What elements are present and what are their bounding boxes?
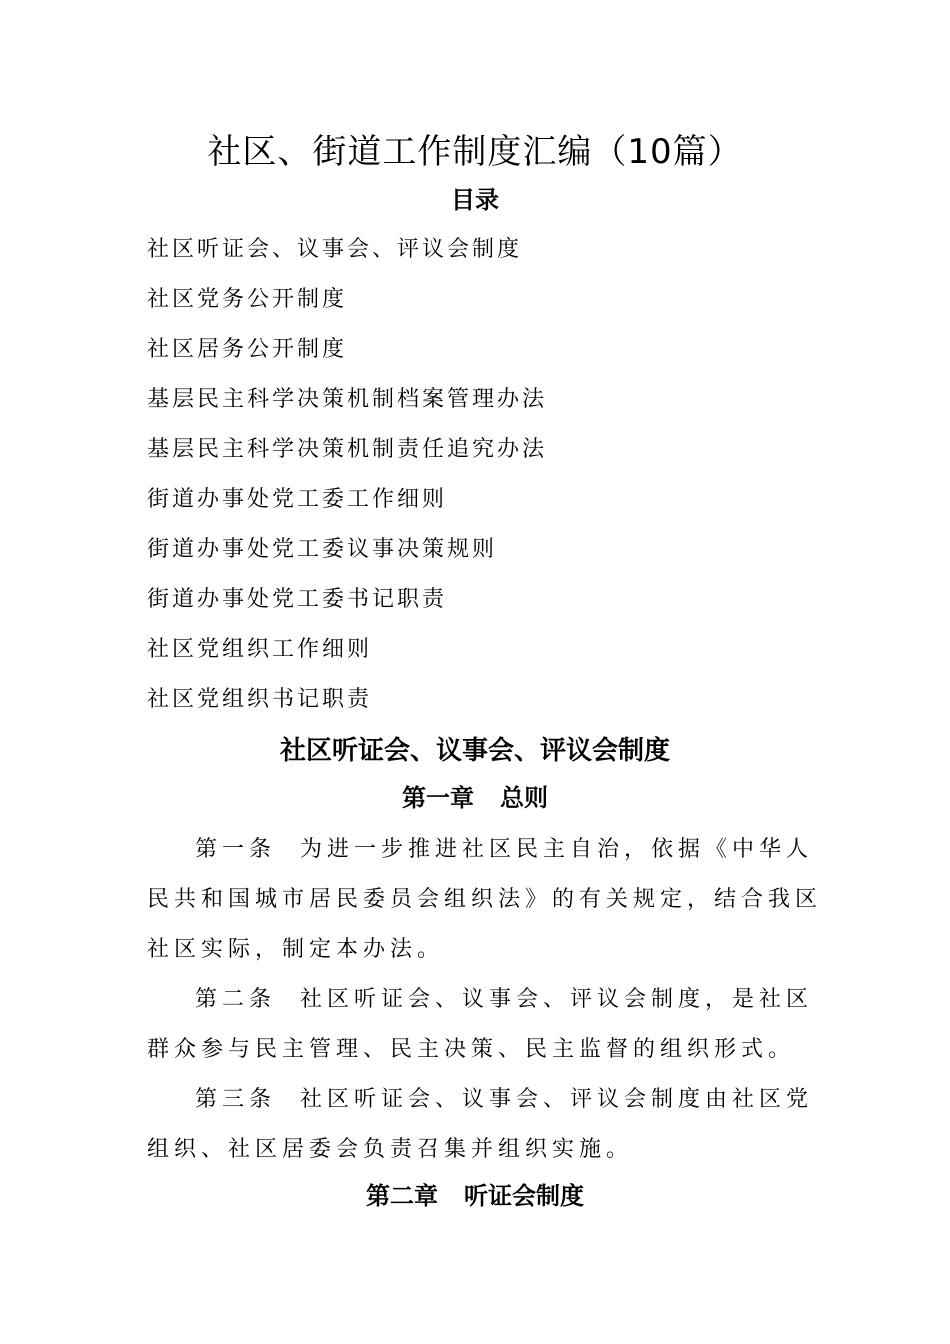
toc-item: 街道办事处党工委工作细则: [147, 487, 448, 512]
article-text-line: 社区听证会、议事会、评议会制度由社区党: [300, 1087, 814, 1112]
toc-item: 基层民主科学决策机制责任追究办法: [147, 437, 548, 462]
toc-item: 社区党组织书记职责: [147, 687, 373, 712]
toc-item: 社区居务公开制度: [147, 337, 348, 362]
toc-item: 基层民主科学决策机制档案管理办法: [147, 387, 548, 412]
chapter-label: 第二章: [366, 1182, 438, 1210]
chapter-label: 第一章: [402, 784, 474, 812]
toc-item: 街道办事处党工委议事决策规则: [147, 537, 498, 562]
article-paragraph: [147, 825, 823, 975]
toc-item: 街道办事处党工委书记职责: [147, 587, 448, 612]
article-label: 第三条: [195, 1087, 277, 1112]
toc-heading: 目录: [451, 186, 499, 214]
article-label: 第二条: [195, 987, 277, 1012]
chapter-heading: [0, 780, 950, 816]
chapter-name: 听证会制度: [464, 1182, 584, 1210]
toc-item: 社区党组织工作细则: [147, 637, 373, 662]
toc-item: 社区党务公开制度: [147, 287, 348, 312]
article-paragraph: [147, 975, 814, 1075]
article-label: 第一条: [195, 837, 277, 862]
section-title: 社区听证会、议事会、评议会制度: [279, 736, 670, 766]
article-text-line: 社区实际，制定本办法。: [147, 937, 445, 962]
chapter-name: 总则: [500, 784, 548, 812]
article-text-line: 群众参与民主管理、民主决策、民主监督的组织形式。: [147, 1037, 796, 1062]
toc-item: 社区听证会、议事会、评议会制度: [147, 237, 523, 262]
article-text-line: 为进一步推进社区民主自治，依据《中华人: [300, 837, 814, 862]
article-paragraph: [147, 1075, 814, 1175]
article-text-line: 民共和国城市居民委员会组织法》的有关规定，结合我区: [147, 887, 823, 912]
article-text-line: 社区听证会、议事会、评议会制度，是社区: [300, 987, 814, 1012]
chapter-heading: [0, 1178, 950, 1214]
document-title: 社区、街道工作制度汇编（10篇）: [207, 132, 743, 172]
table-of-contents: [147, 230, 827, 730]
article-text-line: 组织、社区居委会负责召集并组织实施。: [147, 1137, 634, 1162]
